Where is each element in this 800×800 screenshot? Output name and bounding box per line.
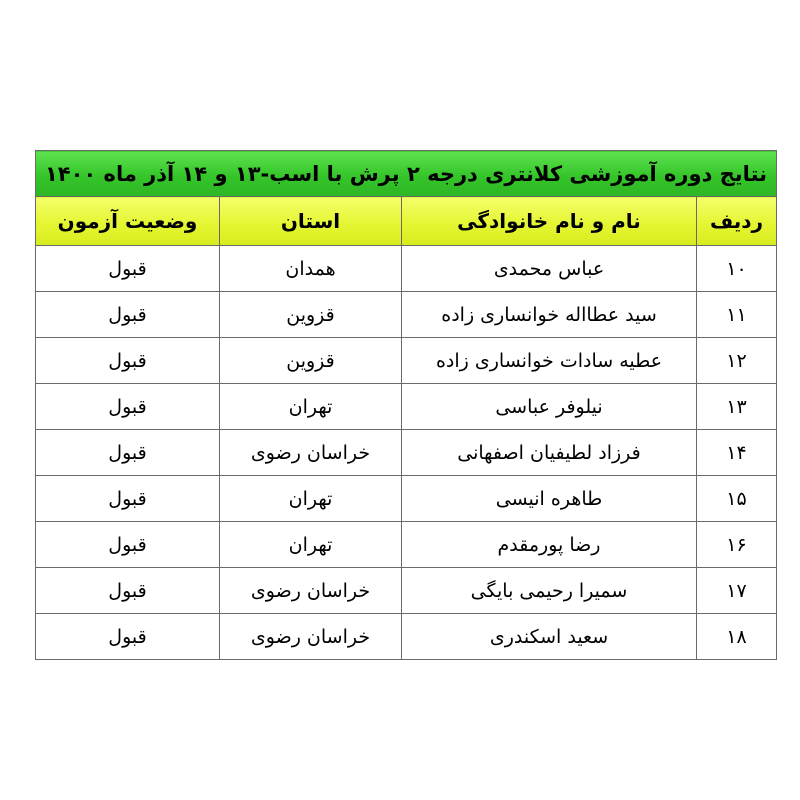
header-row <box>36 197 777 246</box>
row-status-cell: قبول <box>36 614 220 660</box>
row-status-cell: قبول <box>36 430 220 476</box>
row-index-cell: ۱۲ <box>697 338 777 384</box>
row-province-cell: خراسان رضوی <box>220 430 402 476</box>
row-index-cell: ۱۷ <box>697 568 777 614</box>
row-province-cell: خراسان رضوی <box>220 614 402 660</box>
table-title: نتایج دوره آموزشی کلانتری درجه ۲ پرش با اسب-۱۳ و ۱۴ آذر ماه ۱۴۰۰ <box>36 151 777 197</box>
row-province-cell: تهران <box>220 384 402 430</box>
row-name-cell: سمیرا رحیمی بایگی <box>402 568 697 614</box>
table-row <box>36 476 777 522</box>
row-province-cell: قزوین <box>220 292 402 338</box>
row-name-cell: فرزاد لطیفیان اصفهانی <box>402 430 697 476</box>
row-status-cell: قبول <box>36 292 220 338</box>
header-index: ردیف <box>697 197 777 246</box>
header-province: استان <box>220 197 402 246</box>
results-table <box>35 150 777 660</box>
row-name-cell: سعید اسکندری <box>402 614 697 660</box>
table-row <box>36 384 777 430</box>
row-province-cell: قزوین <box>220 338 402 384</box>
table-row <box>36 430 777 476</box>
table-row <box>36 568 777 614</box>
row-index-cell: ۱۳ <box>697 384 777 430</box>
table-row <box>36 292 777 338</box>
title-row <box>36 151 777 197</box>
table-row <box>36 522 777 568</box>
row-name-cell: نیلوفر عباسی <box>402 384 697 430</box>
row-index-cell: ۱۵ <box>697 476 777 522</box>
row-name-cell: سید عطااله خوانساری زاده <box>402 292 697 338</box>
row-index-cell: ۱۰ <box>697 246 777 292</box>
row-province-cell: همدان <box>220 246 402 292</box>
row-status-cell: قبول <box>36 568 220 614</box>
header-status: وضعیت آزمون <box>36 197 220 246</box>
table-row <box>36 246 777 292</box>
row-name-cell: رضا پورمقدم <box>402 522 697 568</box>
row-status-cell: قبول <box>36 384 220 430</box>
table-row <box>36 614 777 660</box>
row-index-cell: ۱۶ <box>697 522 777 568</box>
table-row <box>36 338 777 384</box>
row-status-cell: قبول <box>36 338 220 384</box>
row-name-cell: عطیه سادات خوانساری زاده <box>402 338 697 384</box>
row-province-cell: خراسان رضوی <box>220 568 402 614</box>
row-index-cell: ۱۸ <box>697 614 777 660</box>
row-province-cell: تهران <box>220 476 402 522</box>
row-status-cell: قبول <box>36 246 220 292</box>
row-index-cell: ۱۱ <box>697 292 777 338</box>
row-name-cell: عباس محمدی <box>402 246 697 292</box>
row-status-cell: قبول <box>36 522 220 568</box>
row-index-cell: ۱۴ <box>697 430 777 476</box>
row-province-cell: تهران <box>220 522 402 568</box>
header-name: نام و نام خانوادگی <box>402 197 697 246</box>
row-name-cell: طاهره انیسی <box>402 476 697 522</box>
row-status-cell: قبول <box>36 476 220 522</box>
